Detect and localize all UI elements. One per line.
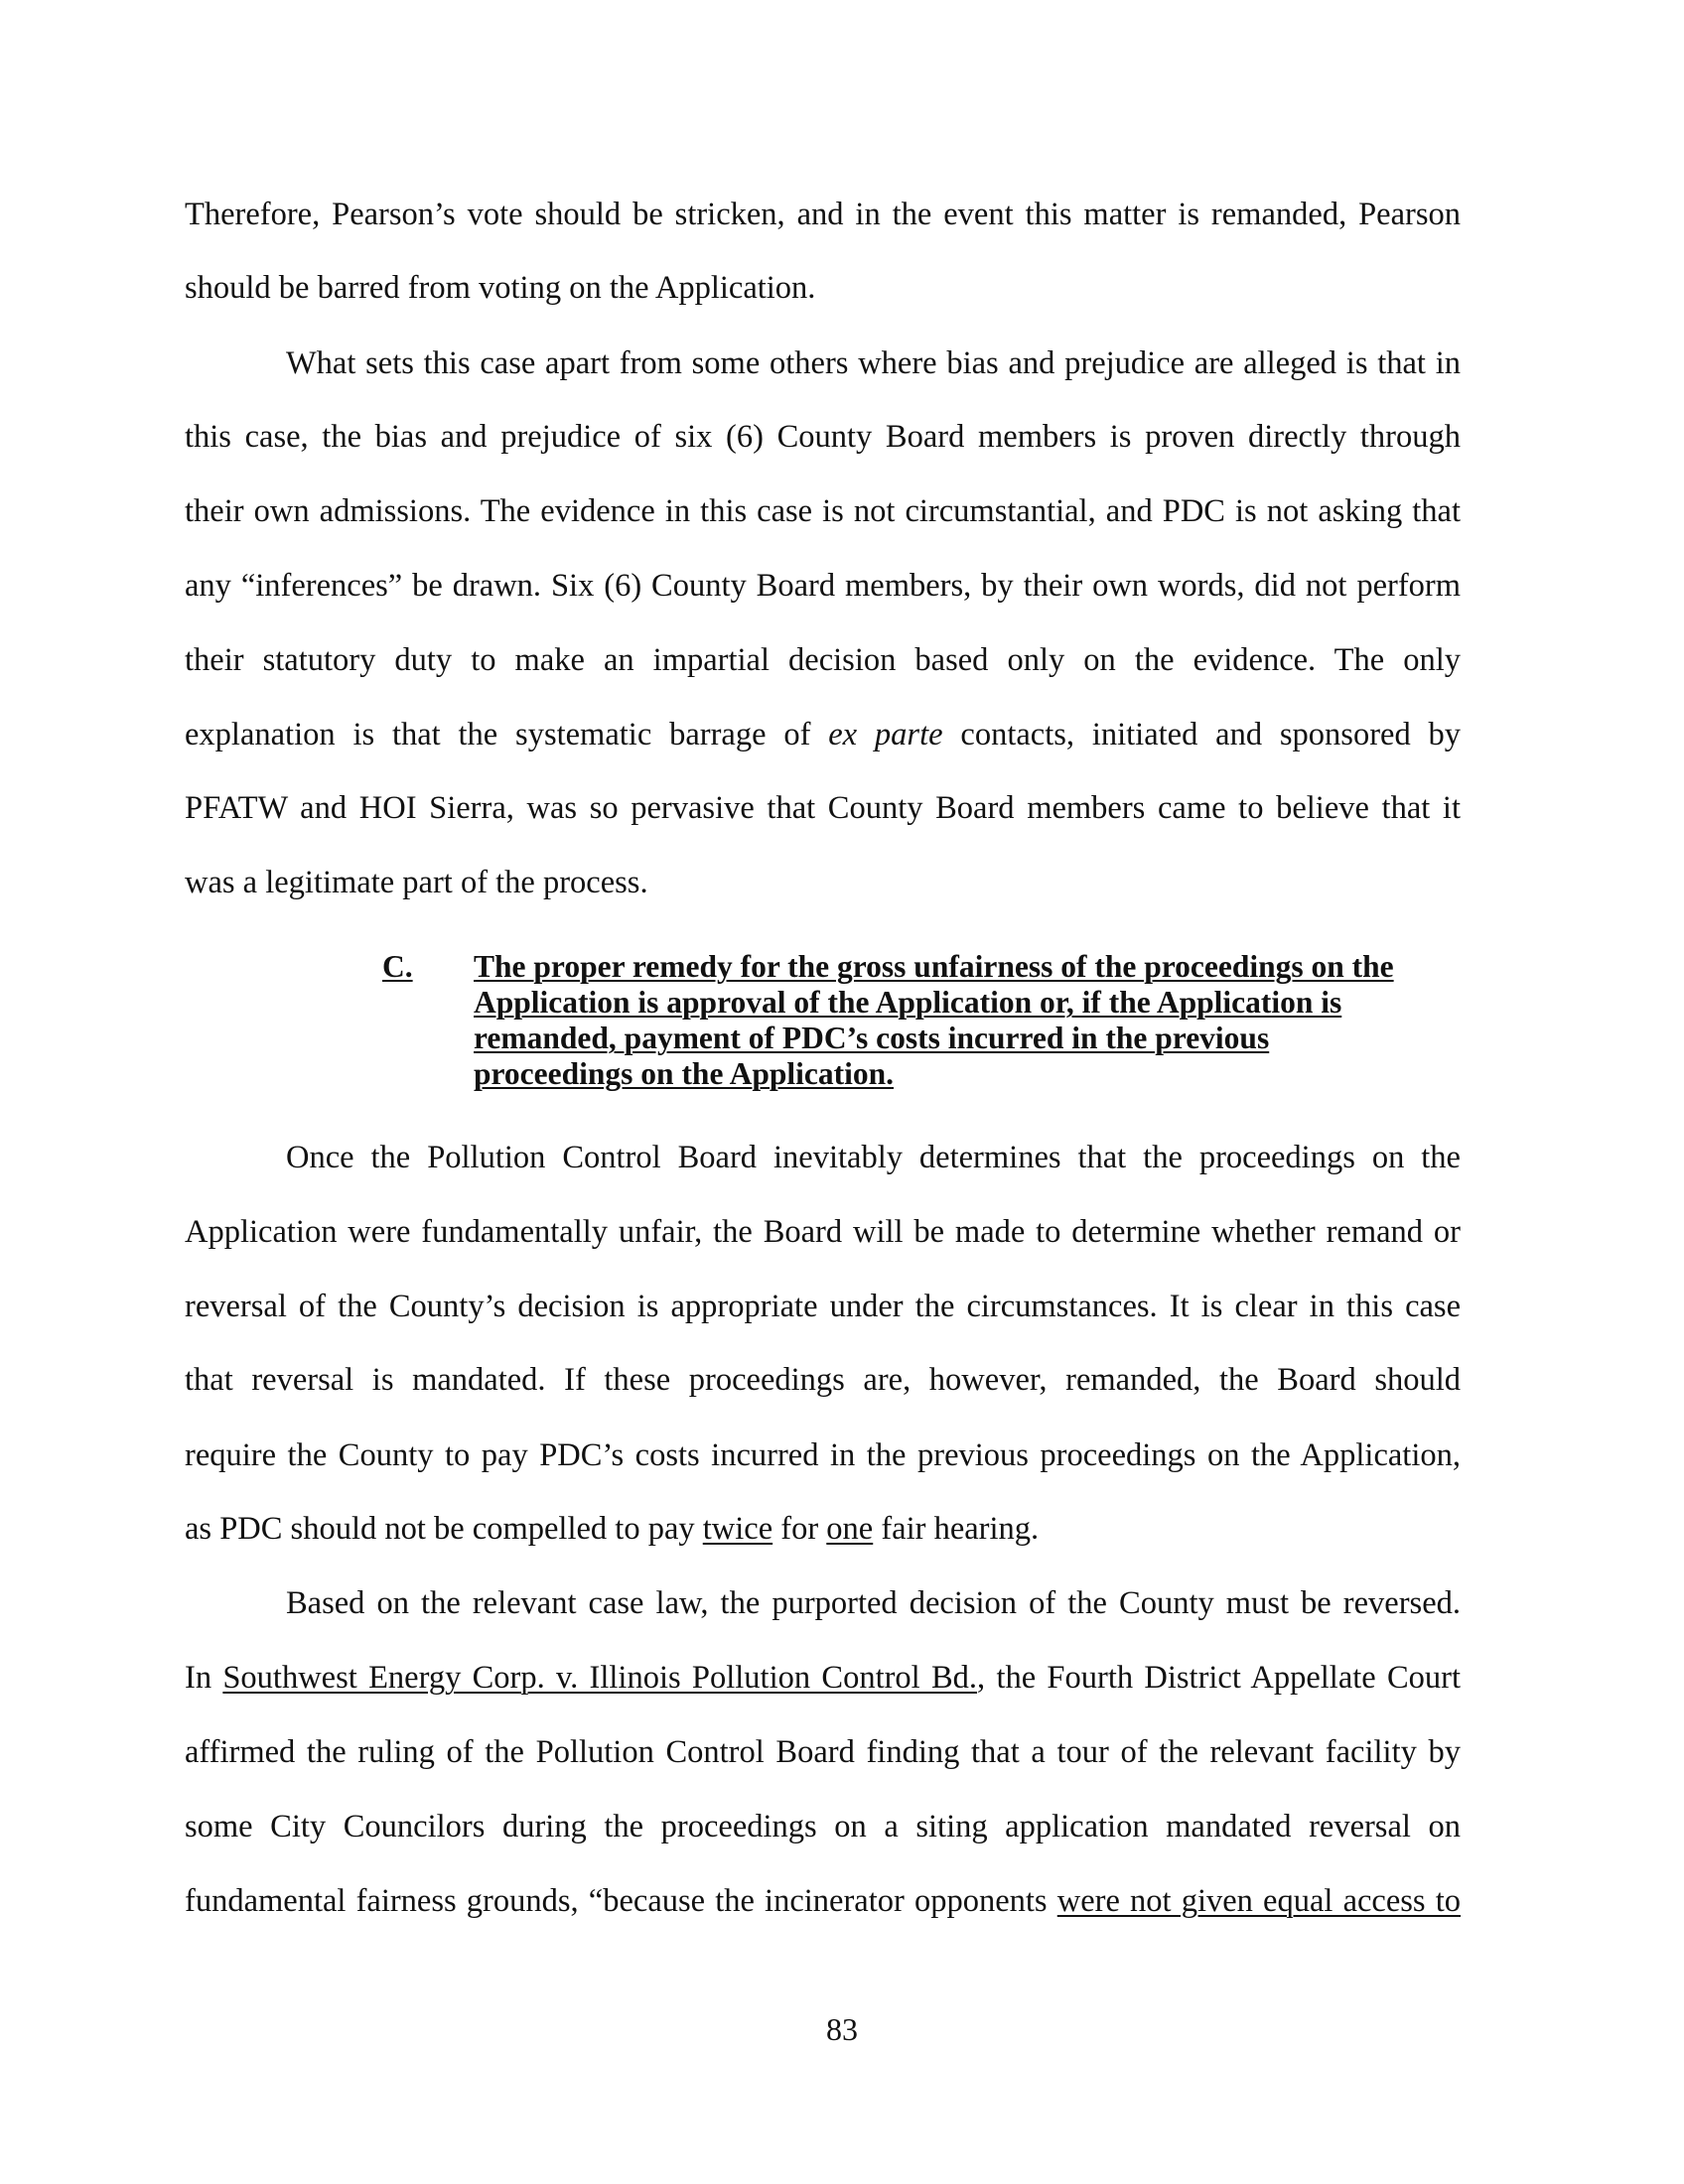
section-heading-line: Application is approval of the Application or, if the Application is (474, 985, 1342, 1020)
body-line: Application were fundamentally unfair, the Board will be made to determine whether remand or (185, 1214, 1461, 1250)
body-line (185, 1509, 1461, 1549)
section-heading-line: proceedings on the Application. (474, 1056, 894, 1091)
text-segment: as PDC should not be compelled to pay (185, 1511, 695, 1547)
body-line: their statutory duty to make an impartial decision based only on the evidence. The only (185, 642, 1461, 678)
case-citation: Southwest Energy Corp. v. Illinois Pollution Control Bd. (222, 1660, 978, 1696)
text-segment: In (185, 1660, 212, 1696)
body-line: some City Councilors during the proceedings on a siting application mandated reversal on (185, 1809, 1461, 1844)
section-heading-line: remanded, payment of PDC’s costs incurred in the previous (474, 1021, 1270, 1055)
text-segment: fundamental fairness grounds, “because the incinerator opponents (185, 1883, 1048, 1919)
text-segment: , the Fourth District Appellate Court (977, 1660, 1462, 1696)
body-line: was a legitimate part of the process. (185, 865, 648, 900)
text-segment: explanation is that the systematic barrage of (185, 717, 811, 752)
body-line: Based on the relevant case law, the purported decision of the County must be reversed. (286, 1585, 1461, 1621)
text-segment: contacts, initiated and sponsored by (960, 717, 1462, 752)
body-line: should be barred from voting on the Application. (185, 270, 816, 306)
body-line: Therefore, Pearson’s vote should be stricken, and in the event this matter is remanded, Pearson (185, 197, 1461, 232)
text-segment: fair hearing. (881, 1511, 1040, 1547)
body-line (185, 1658, 1461, 1698)
italic-term: ex parte (828, 717, 943, 752)
body-line: any “inferences” be drawn. Six (6) County Board members, by their own words, did not perform (185, 568, 1461, 604)
body-line (185, 715, 1461, 754)
underlined-term: twice (702, 1511, 773, 1547)
body-line: Once the Pollution Control Board inevitably determines that the proceedings on the (286, 1140, 1461, 1175)
body-line: this case, the bias and prejudice of six (6) County Board members is proven directly through (185, 419, 1461, 455)
body-line: that reversal is mandated. If these proceedings are, however, remanded, the Board should (185, 1362, 1461, 1398)
text-segment: for (780, 1511, 819, 1547)
body-line: affirmed the ruling of the Pollution Control Board finding that a tour of the relevant facility by (185, 1734, 1461, 1770)
underlined-term: one (826, 1511, 874, 1547)
body-line (185, 1881, 1461, 1921)
body-line: What sets this case apart from some others where bias and prejudice are alleged is that in (286, 345, 1461, 381)
section-heading-line: The proper remedy for the gross unfairness of the proceedings on the (474, 949, 1394, 984)
underlined-quote: were not given equal access to (1056, 1883, 1461, 1919)
body-line: reversal of the County’s decision is appropriate under the circumstances. It is clear in this case (185, 1289, 1461, 1324)
page-number: 83 (826, 2011, 858, 2047)
body-line: PFATW and HOI Sierra, was so pervasive that County Board members came to believe that it (185, 790, 1461, 826)
body-line: require the County to pay PDC’s costs incurred in the previous proceedings on the Application, (185, 1437, 1461, 1473)
body-line: their own admissions. The evidence in this case is not circumstantial, and PDC is not asking that (185, 493, 1461, 529)
section-heading-letter: C. (382, 949, 413, 984)
